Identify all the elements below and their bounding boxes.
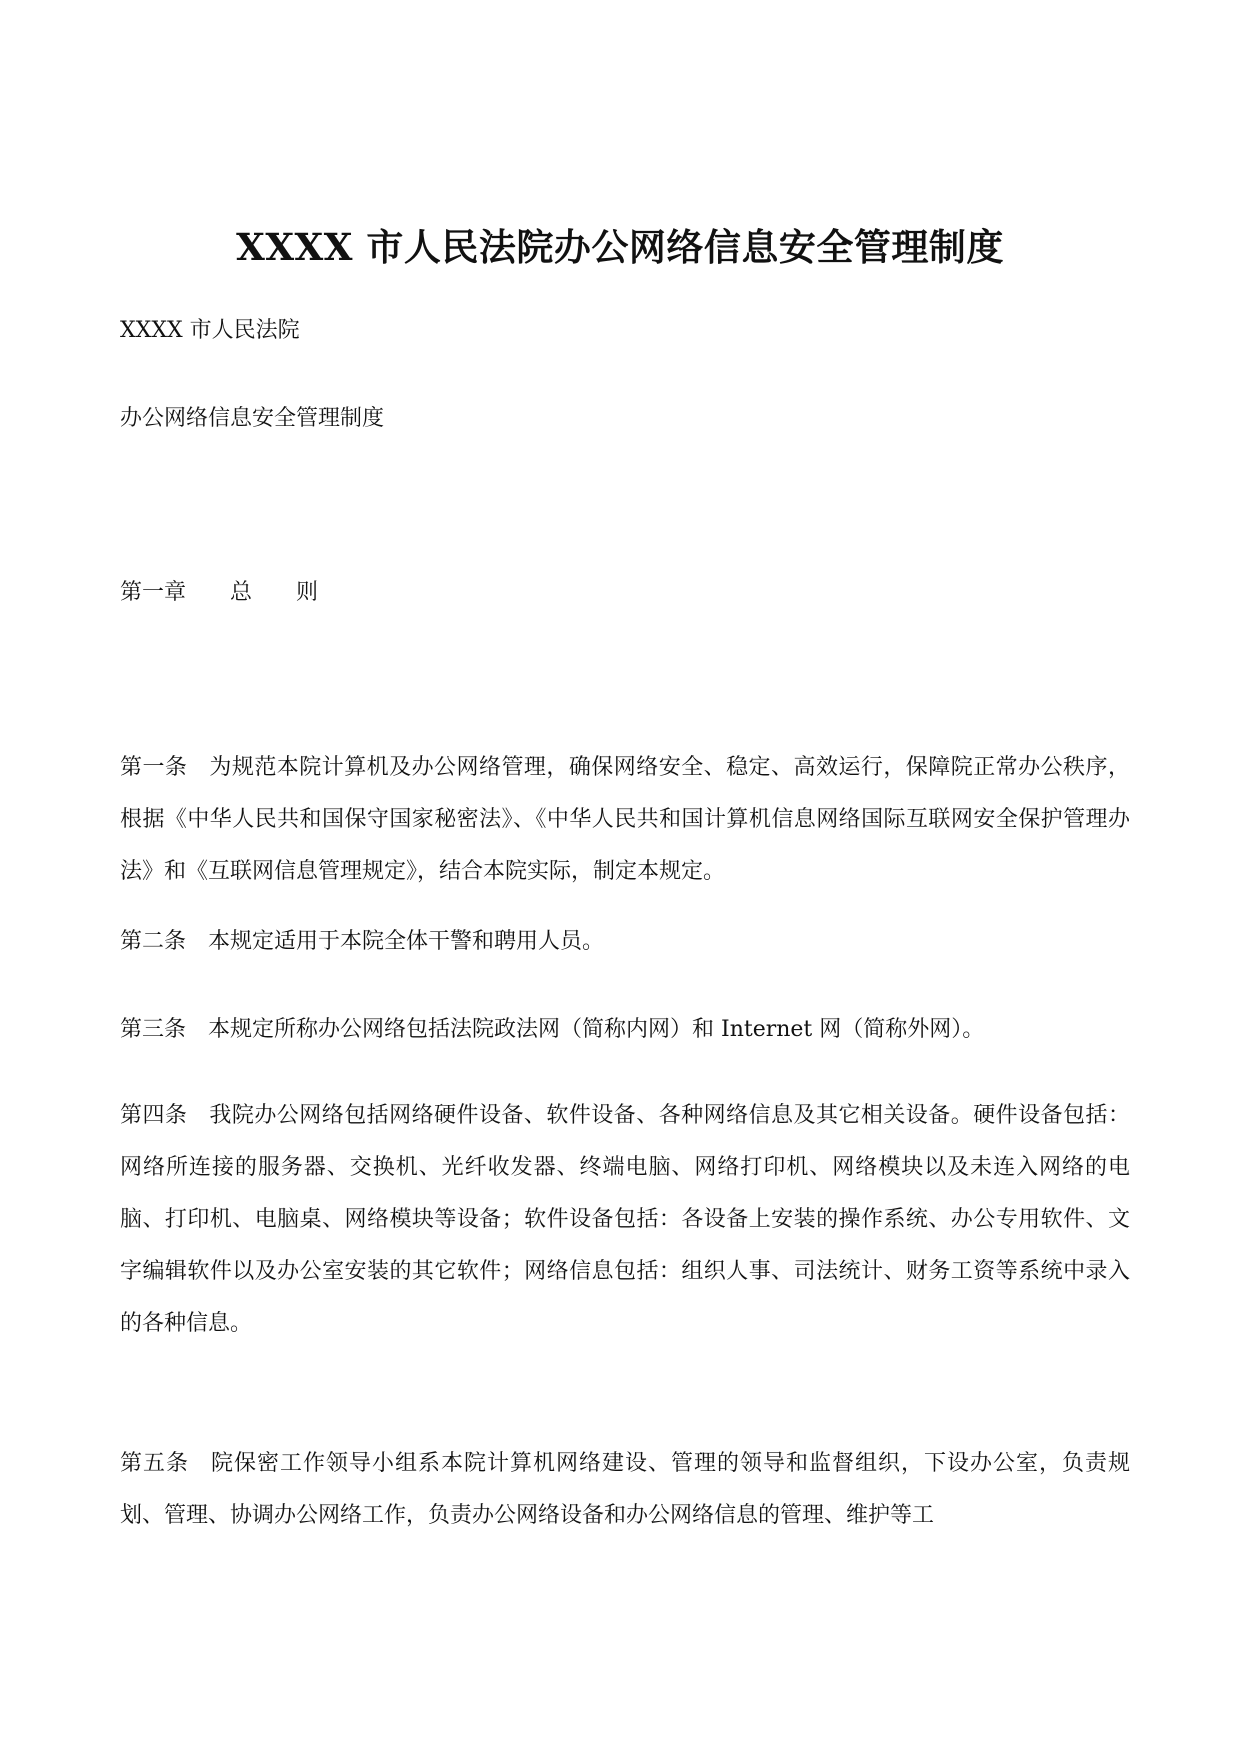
- article-label: 第三条: [120, 1017, 187, 1042]
- chapter-label: 第一章: [120, 580, 187, 605]
- article-text: 本规定所称办公网络包括法院政法网（简称内网）和 Internet 网（简称外网）。: [208, 1017, 985, 1042]
- article-3: [120, 1004, 1130, 1056]
- document-title: XXXX 市人民法院办公网络信息安全管理制度: [236, 225, 1004, 269]
- article-5: [120, 1438, 1130, 1542]
- article-text: 我院办公网络包括网络硬件设备、软件设备、各种网络信息及其它相关设备。硬件设备包括：网络所连接的服务器、交换机、光纤收发器、终端电脑、网络打印机、网络模块以及未连入网络的电脑、打印机、电脑桌、网络模块等设备；软件设备包括：各设备上安装的操作系统、办公专用软件、文字编辑软件以及办公室安装的其它软件；网络信息包括：组织人事、司法统计、财务工资等系统中录入的各种信息。: [120, 1103, 1130, 1336]
- article-text: 院保密工作领导小组系本院计算机网络建设、管理的领导和监督组织，下设办公室，负责规划、管理、协调办公网络工作，负责办公网络设备和办公网络信息的管理、维护等工: [120, 1451, 1130, 1528]
- article-4: [120, 1090, 1130, 1350]
- chapter-heading: [120, 578, 318, 608]
- chapter-name-part1: 总: [230, 580, 253, 605]
- subtitle-line: 办公网络信息安全管理制度: [120, 406, 385, 431]
- article-label: 第四条: [120, 1103, 188, 1128]
- article-label: 第一条: [120, 755, 188, 780]
- chapter-name-part2: 则: [296, 580, 319, 605]
- article-text: 为规范本院计算机及办公网络管理，确保网络安全、稳定、高效运行，保障院正常办公秩序，根据《中华人民共和国保守国家秘密法》、《中华人民共和国计算机信息网络国际互联网安全保护管理办法》和《互联网信息管理规定》，结合本院实际，制定本规定。: [120, 755, 1130, 884]
- article-label: 第二条: [120, 929, 187, 954]
- article-1: [120, 742, 1130, 898]
- org-line: XXXX 市人民法院: [120, 318, 300, 343]
- article-2: [120, 916, 1130, 968]
- article-label: 第五条: [120, 1451, 189, 1476]
- article-text: 本规定适用于本院全体干警和聘用人员。: [208, 929, 605, 954]
